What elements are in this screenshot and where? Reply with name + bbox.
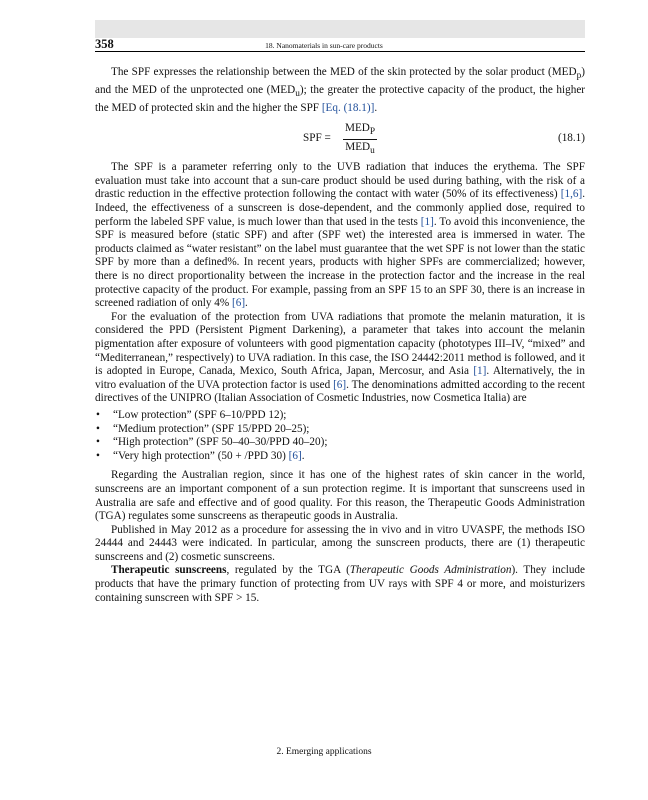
italic-term: Therapeutic Goods Administration xyxy=(349,564,512,577)
text-run: “Very high protection” (50 + /PPD 30) xyxy=(113,449,289,462)
text-run: . Indeed, the effectiveness of a sunscreen is dose-dependent, and the commonly applied dose, required to perform the labeled SPF value, is much lower than that used in the tests xyxy=(95,188,585,228)
equation-denominator xyxy=(343,140,377,159)
list-item: • “Medium protection” (SPF 15/PPD 20–25); xyxy=(95,423,585,437)
paragraph-uva-ppd xyxy=(95,311,585,406)
text-run: , regulated by the TGA ( xyxy=(226,564,350,577)
text-run: . The denominations admitted according to the recent directives of the UNIPRO (Italian Association of Cosmetic Industries, now Cosmetica Italia) are xyxy=(95,378,585,405)
footer-section-title: 2. Emerging applications xyxy=(276,747,372,757)
equation-numerator xyxy=(343,121,377,140)
text-run: . xyxy=(374,101,378,114)
equation-lhs: SPF = xyxy=(303,132,331,145)
equation-fraction xyxy=(343,121,377,159)
citation-link[interactable]: [1] xyxy=(473,365,487,378)
citation-link[interactable]: [6] xyxy=(333,378,347,391)
citation-link[interactable]: [6] xyxy=(232,297,246,310)
text-run: For the evaluation of the protection from UVA radiations that promote the melanin maturation, it is considered the PPD (Persistent Pigment Darkening), a parameter that takes into account the melanin pigmentation after exposure of volunteers with good pigmentation capacity (phototypes III–IV, “mixed” and “Mediterranean,” respectively) to UVA radiation. In this case, the ISO 24442:2011 method is followed, and it is adopted in Europe, Canada, Mexico, South Africa, Japan, Mercosur, and Asia xyxy=(95,310,585,378)
header-bar xyxy=(95,20,585,38)
citation-link[interactable]: [6] xyxy=(288,449,302,462)
text-run: ) and the MED of the unprotected one (MED xyxy=(95,66,585,96)
text-run: . To avoid this inconvenience, the SPF is measured before (static SPF) and after (SPF wet) the interested area is immersed in water. The products claimed as “water resistant” on the label must guarantee that the wet SPF is not lower than the static SPF by more than a defined%. In recent years, products with higher SPFs are commercialized; however, there is no direct proportionality between the increase in the protection factor and the increase in the real protective capacity of the product. For example, passing from an SPF 15 to an SPF 30, there is an increase in screened radiation of only 4% xyxy=(95,215,585,310)
text-run: ); the greater the protective capacity of the product, the higher the MED of protected skin and the higher the SPF xyxy=(95,83,586,114)
text-run: . xyxy=(301,449,305,462)
subscript: u xyxy=(295,89,300,100)
paragraph-spf-uvb xyxy=(95,161,585,311)
citation-link[interactable]: [1] xyxy=(420,215,434,228)
equation-number: (18.1) xyxy=(557,132,585,145)
text-run: The SPF expresses the relationship between the MED of the skin protected by the solar product (MED xyxy=(111,66,577,78)
running-head: 18. Nanomaterials in sun-care products xyxy=(265,41,383,50)
subscript: u xyxy=(370,146,375,157)
list-item: • “Low protection” (SPF 6–10/PPD 12); xyxy=(95,409,585,423)
paragraph-iso-methods: Published in May 2012 as a procedure for assessing the in vivo and in vitro UVASPF, the methods ISO 24444 and 24443 were indicated. In particular, among the sunscreen products, there are (1) therapeutic sunscreens and (2) cosmetic sunscreens. xyxy=(95,523,585,563)
text-run: . xyxy=(245,297,248,310)
header-rule xyxy=(95,51,585,52)
text-run: The SPF is a parameter referring only to the UVB radiation that induces the erythema. The SPF evaluation must take into account that a sun-care product should be used during bathing, with the risk of a drastic reduction in the effective protection following the contact with water (50% of its effectiveness) xyxy=(95,161,585,201)
equation-numerator-text: MED xyxy=(345,122,370,135)
equation-reference-link[interactable]: [Eq. (18.1)] xyxy=(321,101,375,114)
paragraph-spf-definition xyxy=(95,66,585,115)
bold-term: Therapeutic sunscreens xyxy=(111,564,227,577)
equation-18-1 xyxy=(95,121,585,157)
citation-link[interactable]: [1,6] xyxy=(560,188,583,201)
text-run: . Alternatively, the in vitro evaluation of the UVA protection factor is used xyxy=(95,365,585,391)
text-run: ). They include products that have the primary function of protecting from UV rays with SPF 4 or more, and moisturizers containing sunscreen with SPF > 15. xyxy=(95,564,585,604)
subscript: P xyxy=(369,127,376,138)
protection-levels-list xyxy=(95,409,585,463)
body-text xyxy=(95,66,585,605)
paragraph-australia: Regarding the Australian region, since it has one of the highest rates of skin cancer in the world, sunscreens are an important component of a sun protection regime. It is important that sunscreens used in Australia are safe and effective and of good quality. For this reason, the Therapeutic Goods Administration (TGA) regulates some sunscreens as therapeutic goods in Australia. xyxy=(95,469,585,523)
equation-denominator-text: MED xyxy=(345,141,371,154)
list-item: • “High protection” (SPF 50–40–30/PPD 40–20); xyxy=(95,436,585,450)
paragraph-therapeutic-sunscreens xyxy=(95,564,585,605)
page-number: 358 xyxy=(95,37,114,51)
list-item xyxy=(95,450,585,464)
subscript: p xyxy=(576,71,582,82)
